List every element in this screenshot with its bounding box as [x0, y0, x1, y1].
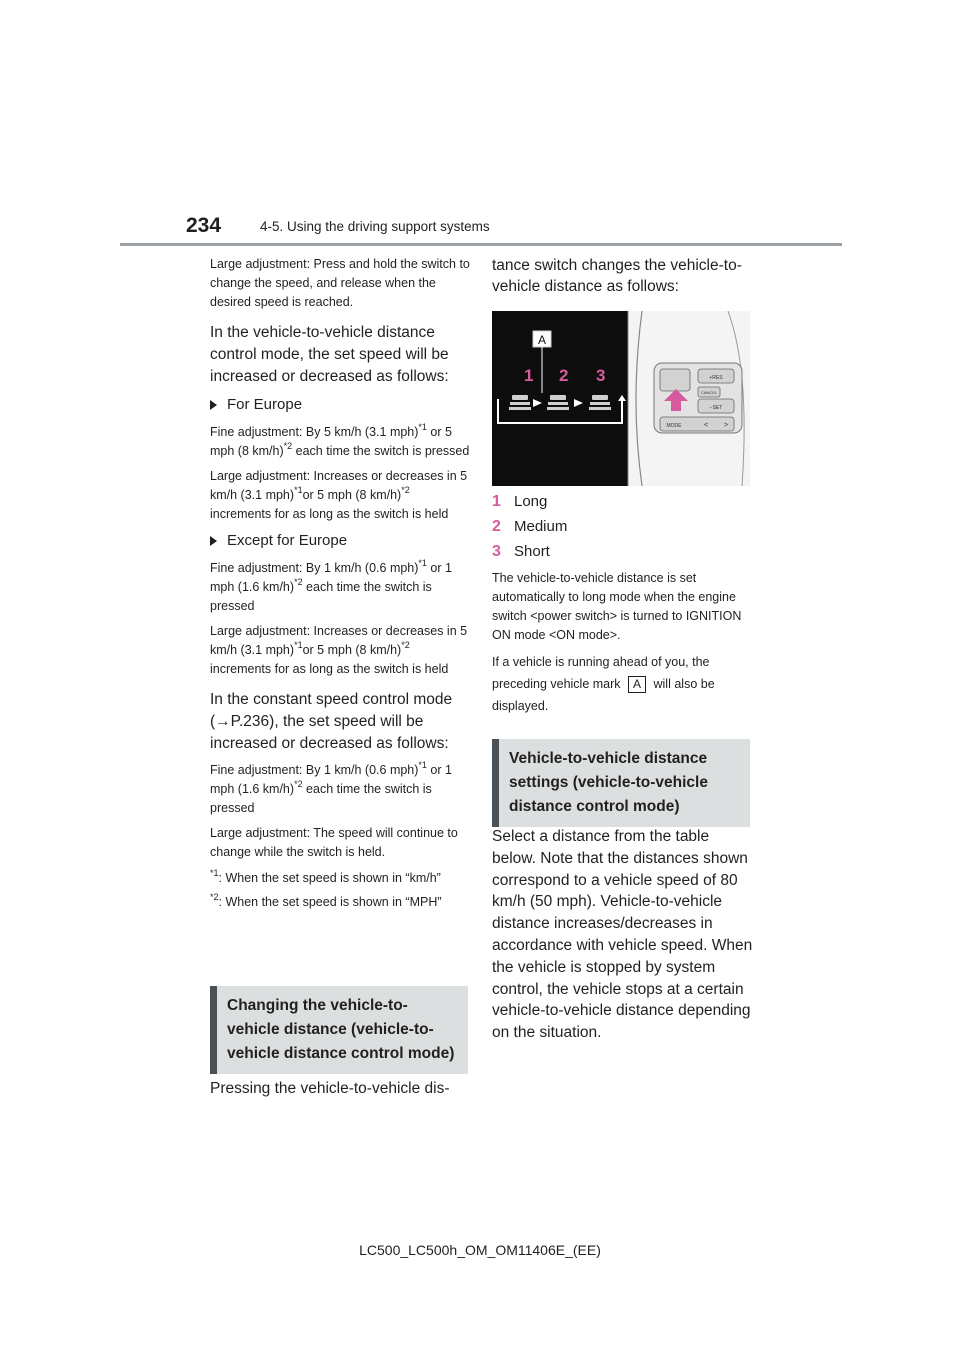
bullet-except-europe [210, 532, 472, 549]
callout-label: A [537, 333, 547, 347]
bullet-europe-label: For Europe [227, 396, 303, 413]
distance-mode-intro: In the vehicle-to-vehicle distance control mode, the set speed will be increased or decreased as follows: [210, 324, 449, 385]
list-item: 1 Long [492, 492, 548, 510]
figure-number-1: 1 [524, 366, 534, 385]
triangle-bullet-icon [210, 400, 217, 410]
constant-large-adjustment: Large adjustment: The speed will continue to change while the switch is held. [210, 826, 458, 859]
footer-code: LC500_LC500h_OM_OM11406E_(EE) [359, 1242, 601, 1258]
europe-large-adjustment: Large adjustment: Increases or decreases in 5 km/h (3.1 mph)$^{*1}$or 5 mph (8 km/h)$^{*2}$ increments for as long as the switch is held [210, 469, 468, 521]
left-column [210, 255, 472, 916]
select-distance-text: Select a distance from the table below. Note that the distances shown correspond to a vehicle speed of 80 km/h (50 mph). Vehicle-to-vehicle distance increases/decreases in accordance with vehicle speed. When the vehicle is stopped by system control, the vehicle stops at a certain vehicle-to-vehicle distance depending on the situation. [492, 828, 753, 1042]
distance-switch-text: tance switch changes the vehicle-to-vehicle distance as follows: [492, 257, 742, 295]
list-item: 3 Short [492, 542, 550, 560]
large-adjustment-text: Large adjustment: Press and hold the switch to change the speed, and release when the desired speed is reached. [210, 257, 470, 309]
figure-number-2: 2 [559, 366, 569, 385]
steering-switch-figure [492, 311, 750, 486]
preceding-vehicle-text: If a vehicle is running ahead of you, the preceding vehicle mark A will also be displayed. [492, 655, 715, 713]
bullet-europe [210, 396, 472, 413]
distance-list [492, 489, 567, 564]
section-title: 4-5. Using the driving support systems [260, 219, 490, 234]
svg-text:MODE: MODE [666, 423, 682, 429]
svg-text:>: > [723, 422, 729, 429]
constant-fine-adjustment: Fine adjustment: By 1 km/h (0.6 mph)$^{*1}$ or 1 mph (1.6 km/h)$^{*2}$ each time the switch is pressed [210, 760, 452, 815]
heading-changing-distance: Changing the vehicle-to-vehicle distance (vehicle-to-vehicle distance control mode) [210, 986, 468, 1074]
header-rule [120, 243, 842, 246]
svg-text:CANCEL: CANCEL [700, 390, 718, 395]
footnote-1: $^{*1}$: When the set speed is shown in “km/h” [210, 868, 441, 885]
bullet-except-label: Except for Europe [227, 532, 348, 549]
callout-a-mark: A [628, 676, 646, 693]
triangle-bullet-icon [210, 536, 217, 546]
figure-number-3: 3 [596, 366, 606, 385]
except-fine-adjustment: Fine adjustment: By 1 km/h (0.6 mph)$^{*1}$ or 1 mph (1.6 km/h)$^{*2}$ each time the switch is pressed [210, 558, 452, 613]
svg-text:+RES: +RES [709, 375, 723, 381]
distance-icons [509, 395, 611, 410]
heading-distance-settings: Vehicle-to-vehicle distance settings (vehicle-to-vehicle distance control mode) [492, 739, 750, 827]
footnote-2: $^{*2}$: When the set speed is shown in “MPH” [210, 892, 442, 909]
europe-fine-adjustment: Fine adjustment: By 5 km/h (3.1 mph)$^{*1}$ or 5 mph (8 km/h)$^{*2}$ each time the switch is pressed [210, 422, 470, 458]
pressing-switch-text: Pressing the vehicle-to-vehicle dis- [210, 1080, 450, 1097]
svg-text:−SET: −SET [709, 405, 723, 411]
except-large-adjustment: Large adjustment: Increases or decreases in 5 km/h (3.1 mph)$^{*1}$or 5 mph (8 km/h)$^{*2}$ increments for as long as the switch is held [210, 624, 468, 676]
steering-switch-illustration [492, 311, 750, 486]
auto-long-mode-text: The vehicle-to-vehicle distance is set automatically to long mode when the engine switch <power switch> is turned to IGNITION ON mode <ON mode>. [492, 571, 742, 642]
list-item: 2 Medium [492, 517, 568, 535]
page-number: 234 [186, 214, 222, 237]
svg-text:<: < [703, 422, 709, 429]
constant-mode-intro: In the constant speed control mode (→P.236), the set speed will be increased or decreased as follows: [210, 691, 453, 752]
